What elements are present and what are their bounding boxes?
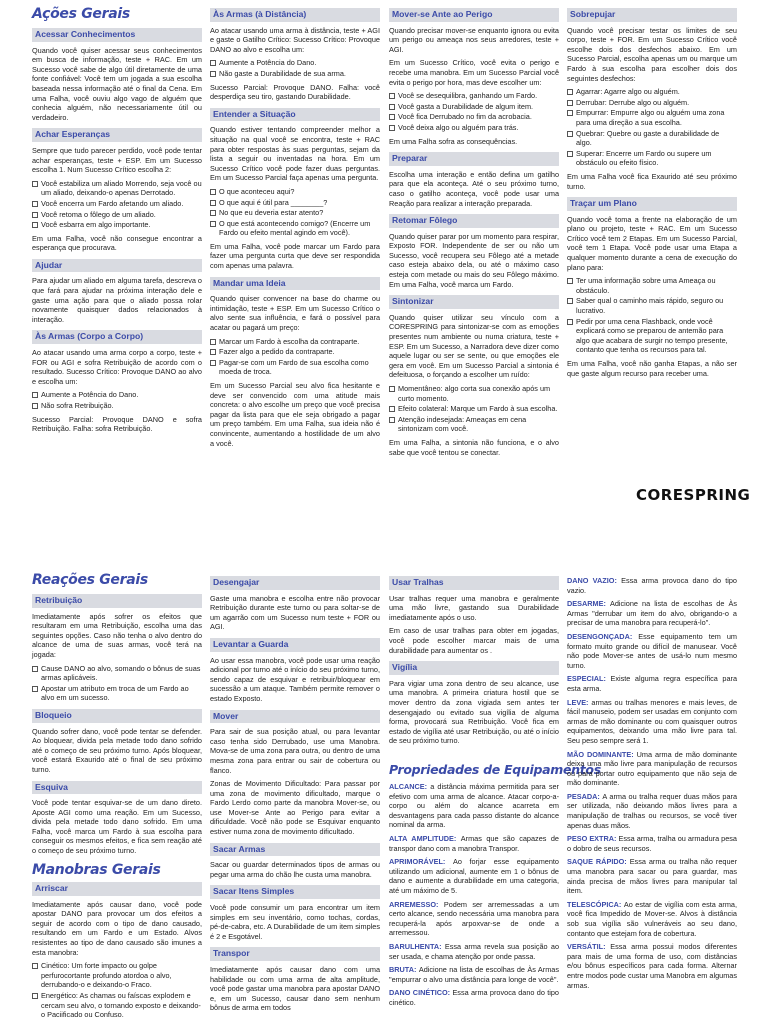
property-entry (567, 674, 737, 693)
section-heading: Levantar a Guarda (210, 638, 380, 652)
list-item: Não sofra Retribuição. (32, 401, 202, 411)
property-entry (567, 576, 737, 595)
property-desc: armas ou tralhas menores e mais leves, de fácil manuseio, podem ser usadas em conjunto com armas de mão dominante ou com quaisquer outros equipamentos, deixando uma mão livre para tal. Seu peso sempre será 1. (567, 697, 738, 745)
property-desc: Ao forjar esse equipamento utilizando um adicional, aumente em 1 o bônus de dano e aumente a durabilidade em uma categoria, até um máximo de 5. (389, 857, 559, 895)
property-term: MÃO DOMINANTE: (567, 749, 637, 759)
section-heading: Esquiva (32, 781, 202, 795)
list-item: Você estabiliza um aliado Morrendo, seja você ou um aliado, deixando-o apenas Derrotado. (32, 179, 202, 198)
option-list (32, 179, 202, 230)
option-list (389, 384, 559, 434)
section-heading: Vigília (389, 661, 559, 675)
column-3a (389, 576, 559, 750)
paragraph: Ao atacar usando uma arma à distância, teste + AGI e gaste o Gatilho Crítico: Sucesso Crítico: Provoque DANO ao alvo e escolha um: (210, 25, 380, 54)
property-term: APRIMORÁVEL: (389, 857, 453, 867)
list-item: Cinético: Um forte impacto ou golpe perfurocortante profundo atordoa o alvo, derrubando-o e deixando-o Fraco. (32, 961, 202, 990)
list-item: Energético: As chamas ou faíscas explodem e cercam seu alvo, o tornando exposto e deixando-o Paciificado ou Confuso. (32, 991, 202, 1020)
property-entry (389, 988, 559, 1007)
list-item: Aumente a Potência do Dano. (210, 58, 380, 68)
list-item: Atenção indesejada: Ameaças em cena sintonizam com você. (389, 415, 559, 434)
property-entry (567, 792, 737, 830)
section-heading: Ajudar (32, 259, 202, 273)
section-heading: Transpor (210, 947, 380, 961)
section-title-manobras: Manobras Gerais (32, 862, 161, 878)
section-heading: Às Armas (Corpo a Corpo) (32, 330, 202, 344)
option-list (32, 664, 202, 703)
property-entry (567, 900, 737, 938)
list-item: Momentâneo: algo corta sua conexão após um curto momento. (389, 384, 559, 403)
property-desc: Esse equipamento tem um formato muito grande ou difícil de manusear. Você não pode Mover-se antes de usá-lo num mesmo turno. (567, 631, 738, 670)
section-heading: Às Armas (à Distância) (210, 8, 380, 22)
property-term: DANO CINÉTICO: (389, 988, 453, 998)
section-heading: Bloqueio (32, 709, 202, 723)
paragraph: Gaste uma manobra e escolha entre não provocar Retribuição durante este turno ou para soltar-se de um agarrão com um Sucesso num teste + FOR ou AGI. (210, 593, 380, 632)
property-term: DESENGONÇADA: (567, 631, 639, 641)
property-term: PESADA: (567, 791, 603, 801)
list-item: Você se desequilibra, ganhando um Fardo. (389, 91, 559, 101)
list-item: Você encerra um Fardo afetando um aliado. (32, 199, 202, 209)
paragraph: Em uma Falha você fica Exaurido até seu próximo turno. (567, 171, 737, 191)
property-term: BRUTA: (389, 965, 419, 975)
paragraph: Para vigiar uma zona dentro de seu alcance, use uma manobra. A primeira criatura hostil que se mover dentro da zona vigiada sem antes ter desengajado ou evitado sua vigília de alguma forma, provocará sua Retribuição. Você fica em estado de vigília até usar Retribuição, ou até o início de seu próximo turno. (389, 678, 559, 746)
option-list (210, 187, 380, 238)
paragraph: Quando quiser parar por um momento para respirar, Exposto FOR. Independente de ser ou não um Sucesso, você recupera seu Fôlego até a metade caso esteja abaixo dela, ou até o máximo caso esteja com metade ou mais do seu Fôlego máximo. Em uma Falha, você marca um Fardo. (389, 231, 559, 289)
property-desc: Essa arma, tralha ou armadura pesa o dobro de seus recursos. (567, 834, 737, 853)
option-list (32, 390, 202, 410)
property-desc: Essa arma revela sua posição ao ser usada, e chama atenção por onde passa. (389, 941, 559, 961)
property-term: PESO EXTRA: (567, 834, 619, 844)
paragraph: Quando estiver tentando compreender melhor a situação na qual você se encontra, teste + RAC para obter respostas às suas perguntas, sejam da lista a seguir ou inventadas na hora. Em um Sucesso Crítico você pode fazer duas perguntas. Em um Sucesso Parcial faça apenas uma pergunta. (210, 125, 380, 183)
property-entry (567, 698, 737, 746)
property-term: VERSÁTIL: (567, 942, 611, 952)
property-desc: Essa arma provoca dano do tipo cinético. (389, 988, 559, 1007)
list-item: Cause DANO ao alvo, somando o bônus de suas armas aplicáveis. (32, 664, 202, 683)
property-desc: a distância máxima permitida para ser efetivo com uma arma de alcance. Atacar corpo-a-corpo ou além do alcance acarreta em desvantagens para cada passo distante do alcance nominal da arma. (389, 782, 559, 830)
property-term: ALCANCE: (389, 782, 431, 791)
paragraph: Em um Sucesso Crítico, você evita o perigo e recebe uma manobra. Em um Sucesso Parcial você evita o perigo por hora, mas deve escolher um: (389, 58, 559, 87)
section-heading: Traçar um Plano (567, 197, 737, 211)
list-item: No que eu deveria estar atento? (210, 208, 380, 218)
list-item: Você esbarra em algo importante. (32, 220, 202, 230)
paragraph: Sucesso Parcial: Provoque DANO. Falha: você desperdiça seu tiro, gastando Durabilidade. (210, 82, 380, 102)
property-term: ESPECIAL: (567, 674, 611, 684)
section-heading: Mover-se Ante ao Perigo (389, 8, 559, 22)
list-item: Apostar um atributo em troca de um Fardo ao alvo em um sucesso. (32, 684, 202, 703)
paragraph: Quando você toma a frente na elaboração de um plano ou projeto, teste + RAC. Em um Sucesso Crítico você tem 2 Etapas. Em um Sucesso Parcial, você tem 1 Etapa. Você pode usar uma Etapa a qualquer momento durante a cena de execução do plano para: (567, 214, 737, 272)
paragraph: Quando quiser utilizar seu vínculo com a CORESPRING para sintonizar-se com as emoções presentes num ambiente ou numa criatura, teste + ESP. Em um Sucesso, a Narradora deve dizer como aquele lugar ou ser se sente, ou que emoções ele gera em você. Em um Sucesso Parcial a sintonia é defeituosa, o forçando a escolher um ruído: (389, 312, 559, 380)
paragraph: Usar tralhas requer uma manobra e geralmente uma mão livre, gastando sua Durabilidade imediatamente após o uso. (389, 593, 559, 622)
paragraph: Em uma Falha, você não consegue encontrar a esperança que procurava. (32, 233, 202, 253)
property-desc: A arma ou tralha requer duas mãos para ser utilizada, não deixando mãos livres para a manipulação de tralhas ou recursos, se você tiver apenas duas mãos. (567, 791, 737, 830)
property-term: BARULHENTA: (389, 941, 445, 951)
section-heading: Sobrepujar (567, 8, 737, 22)
list-item: Superar: Encerre um Fardo ou supere um obstáculo ou efeito físico. (567, 149, 737, 168)
property-desc: Podem ser arremessadas a um certo alcance, sendo necessária uma manobra para recuperá-la após arpoxvar-se de onde a arremessou. (389, 899, 559, 938)
paragraph: Zonas de Movimento Dificultado: Para passar por uma zona de movimento dificultado, marque o Fardo Lerdo como parte da manobra Mover-se, ou use Mover-se Ante ao Perigo para evitar a dificuldade. Você não pode se Esquivar enquanto estiver numa zona de movimento dificultado. (210, 779, 380, 837)
option-list (567, 276, 737, 355)
paragraph: Em uma Falha, você pode marcar um Fardo para fazer uma pergunta curta que deve ser respondida com apenas uma palavra. (210, 241, 380, 271)
column-3b (389, 782, 559, 1011)
property-term: LEVE: (567, 697, 592, 707)
property-desc: Ao estar de vigília com esta arma, você fica Impedido de Mover-se. Alvos à distância sob sua vigília são vulneráveis ao seu dano, contanto que estejam fora de cobertura. (567, 899, 737, 938)
list-item: Saber qual o caminho mais rápido, seguro ou lucrativo. (567, 296, 737, 315)
paragraph: Você pode tentar esquivar-se de um dano direto. Aposte AGI como uma reação. Em um Sucesso, divida pela metade todo dano sofrido. Em uma Falha, você marca um Fardo à sua escolha para conseguir os mesmos efeitos, e fica sem reação até o começo de seu próximo turno. (32, 798, 202, 856)
paragraph: Em um Sucesso Parcial seu alvo fica hesitante e deve ser convencido com uma atitude mais concreta: o alvo escolhe um preço que você precisa pagar da lista para que ele seja obrigado a pagar um preço também. Em uma Falha, sua ideia não é convincente, aumentando a hostilidade de um alvo a você. (210, 381, 380, 448)
paragraph: Sucesso Parcial: Provoque DANO e sofra Retribuição. Falha: sofra Retribuição. (32, 414, 202, 434)
column-4 (567, 8, 737, 382)
section-heading: Preparar (389, 152, 559, 166)
paragraph: Escolha uma interação e então defina um gatilho para que ela aconteça. Até o seu próximo turno, caso o gatilho aconteça, você pode usar uma Reação para realizar a interação preparada. (389, 169, 559, 208)
list-item: Você deixa algo ou alguém para trás. (389, 123, 559, 133)
list-item: Quebrar: Quebre ou gaste a durabilidade de algo. (567, 129, 737, 148)
list-item: Derrubar: Derrube algo ou alguém. (567, 98, 737, 108)
list-item: Fazer algo a pedido da contraparte. (210, 347, 380, 357)
column-1a (32, 594, 202, 860)
property-entry (567, 834, 737, 853)
list-item: O que está acontecendo comigo? (Encerre um Fardo ou efeito mental agindo em você). (210, 219, 380, 238)
property-entry (389, 857, 559, 895)
section-heading: Achar Esperanças (32, 128, 202, 142)
list-item: Você gasta a Durabilidade de algum item. (389, 102, 559, 112)
property-term: SAQUE RÁPIDO: (567, 857, 630, 867)
option-list (210, 58, 380, 78)
property-entry (389, 834, 559, 853)
paragraph: Quando você quiser acessar seus conhecimentos em busca de informação, teste + RAC. Em um Sucesso você sabe de algo útil diretamente de uma fonte confiável: Você tem um jogada a sua escolha baseada nessa informação até o final da Cena. Em uma Falha, você ouviu algo vago de alguém que conhecia alguém, não necessariamente útil ou verdadeiro. (32, 45, 202, 122)
section-heading: Mover (210, 710, 380, 724)
list-item: Marcar um Fardo à escolha da contraparte. (210, 337, 380, 347)
column-2 (210, 576, 380, 1017)
section-heading: Sintonizar (389, 295, 559, 309)
paragraph: Sacar ou guardar determinados tipos de armas ou pegar uma arma do chão lhe custa uma manobra. (210, 860, 380, 879)
list-item: O que aqui é útil para ________? (210, 198, 380, 208)
property-term: ARREMESSO: (389, 899, 444, 909)
paragraph: Em uma Falha, você não ganha Etapas, a não ser que gaste algum recurso para receber uma. (567, 359, 737, 378)
property-entry (389, 782, 559, 830)
paragraph: Para sair de sua posição atual, ou para levantar caso tenha sido Derrubado, use uma Manobra. Mova-se de uma zona para outra, ou dentro de uma mesma zona para entrar ou sair de cobertura ou flanco. (210, 727, 380, 775)
column-1b (32, 882, 202, 1024)
section-heading: Usar Tralhas (389, 576, 559, 590)
property-term: DESARME: (567, 599, 610, 609)
section-heading: Retribuição (32, 594, 202, 608)
section-heading: Arriscar (32, 882, 202, 896)
paragraph: Ao atacar usando uma arma corpo a corpo, teste + FOR ou AGI e sofra Retribuição de acordo com o resultado. Sucesso Crítico: Provoque DANO ao alvo e escolha um: (32, 348, 202, 386)
property-entry (567, 632, 737, 670)
list-item: Você fica Derrubado no fim da acrobacia. (389, 112, 559, 122)
bottom-page (0, 570, 768, 1024)
property-entry (389, 942, 559, 961)
section-title-propriedades: Propriedades de Equipamentos (389, 762, 601, 777)
property-desc: Adicione na lista de escolhas de Às Armas "empurrar o alvo uma distância para longe de você". (389, 965, 559, 984)
property-desc: Uma arma de mão dominante deixa uma mão livre para manipulação de recursos ou para portar outro equipamento que não seja de mão dominante. (567, 749, 737, 788)
section-heading: Sacar Itens Simples (210, 885, 380, 899)
option-list (389, 91, 559, 132)
option-list (567, 87, 737, 168)
property-entry (389, 900, 559, 938)
section-heading: Mandar uma Ideia (210, 277, 380, 291)
column-1 (32, 28, 202, 438)
paragraph: Imediatamente após causar dano com uma habilidade ou com uma arma de alta amplitude, você pode gastar uma manobra para apostar DANO e, em um Sucesso, causar dano sem nenhum bônus de arma em todos (210, 965, 380, 1013)
list-item: Pagar-se com um Fardo de sua escolha como moeda de troca. (210, 358, 380, 377)
property-term: TELESCÓPICA: (567, 899, 624, 909)
section-title-reacoes: Reações Gerais (32, 572, 148, 588)
property-entry (389, 965, 559, 984)
list-item: Agarrar: Agarre algo ou alguém. (567, 87, 737, 97)
paragraph: Em uma Falha, a sintonia não funciona, e o alvo sabe que você tentou se conectar. (389, 437, 559, 457)
section-heading: Desengajar (210, 576, 380, 590)
paragraph: Quando sofrer dano, você pode tentar se defender. Ao bloquear, divida pela metade todo dano sofrido até o começo de seu próximo turno. Após bloquear, você estará Exaurido até o final de seu próximo turno. (32, 726, 202, 774)
paragraph: Em uma Falha sofra as consequências. (389, 136, 518, 146)
column-2 (210, 8, 380, 452)
property-desc: Essa arma provoca dano do tipo vazio. (567, 576, 737, 595)
paragraph: Imediatamente após causar dano, você pode apostar DANO para provocar um dos efeitos a seguir de acordo com o tipo de dano causado, resultando em um Fardo e um Estado. Alvos resistentes ao tipo de dano causado são imunes a esta manobra: (32, 899, 202, 957)
paragraph: Quando você precisar testar os limites de seu corpo, teste + FOR. Em um Sucesso Crítico você escolhe dois dos desfechos abaixo. Em um Sucesso Parcial, escolha apenas um ou marque um Fardo à sua escolha para escolher dois dos seguintes desfechos: (567, 25, 737, 83)
paragraph: Imediatamente após sofrer os efeitos que resultaram em uma Retribuição, escolha uma das seguintes opções. Caso não tenha o alvo dentro do alcance de uma de suas armas, você terá na jogada: (32, 611, 202, 659)
property-desc: Essa arma ou tralha não requer uma manobra para sacar ou para guardar, mas ainda precisa de mãos livres para manipular tal item. (567, 857, 737, 896)
paragraph: Quando precisar mover-se enquanto ignora ou evita um perigo ou ameaça nos seus arredores, teste + AGI. (389, 25, 559, 54)
list-item: Efeito colateral: Marque um Fardo à sua escolha. (389, 404, 559, 414)
list-item: Aumente a Potência do Dano. (32, 390, 202, 400)
list-item: Não gaste a Durabilidade de sua arma. (210, 69, 380, 79)
property-entry (567, 942, 737, 990)
paragraph: Sempre que tudo parecer perdido, você pode tentar achar esperanças, teste + ESP. Em um Sucesso escolha 1. Num Sucesso Crítico escolha 2: (32, 145, 202, 175)
section-heading: Entender a Situação (210, 108, 380, 122)
column-4 (567, 576, 737, 994)
section-heading: Retomar Fôlego (389, 214, 559, 228)
paragraph: Em caso de usar tralhas para obter em jogadas, você pode escolher marcar mais de uma durabilidade para aumentar os . (389, 626, 559, 655)
property-desc: Existe alguma regra específica para esta arma. (567, 674, 738, 693)
property-entry (567, 599, 737, 628)
paragraph: Ao usar essa manobra, você pode usar uma reação adicional por turno até o início do seu próximo turno, sendo capaz de esquivar e retribuir/bloquear em sucessão a um ataque. Também permite remover o estado Exposto. (210, 655, 380, 703)
property-term: DANO VAZIO: (567, 576, 622, 585)
list-item: Empurrar: Empurre algo ou alguém uma zona para uma direção a sua escolha. (567, 108, 737, 127)
list-item: Ter uma informação sobre uma Ameaça ou obstáculo. (567, 276, 737, 295)
paragraph: Quando quiser convencer na base do charme ou intimidação, teste + ESP. Em um Sucesso Crítico o alvo sente sua influência, e fará o possível para acatar ou pagará um preço: (210, 294, 380, 333)
page-title: Ações Gerais (32, 6, 130, 22)
property-desc: Essa arma possui modos diferentes para mais de uma forma de uso, com distâncias e/ou bônus específicos para cada forma. Alternar entre modos pode custar uma Manobra em algumas armas. (567, 942, 737, 990)
property-entry (567, 750, 737, 788)
section-heading: Acessar Conhecimentos (32, 28, 202, 42)
list-item: Pedir por uma cena Flashback, onde você explicará como se preparou de antemão para algo que acabara de surgir no tempo presente, contanto que tenha os recursos para tal. (567, 317, 737, 355)
paragraph: Para ajudar um aliado em alguma tarefa, descreva o que fará para ajudar na próxima interação dele e gaste uma ação para que o aliado possa rolar novamente quaisquer dados relacionados à interação. (32, 276, 202, 324)
column-3 (389, 8, 559, 461)
list-item: O que aconteceu aqui? (210, 187, 380, 197)
list-item: Você retoma o fôlego de um aliado. (32, 210, 202, 220)
paragraph: Você pode consumir um para encontrar um item simples em seu inventário, como tochas, cordas, pé-de-cabra, etc. A Durabilidade de um item simples é 2 e Esgotável. (210, 903, 380, 941)
property-desc: Armas que são capazes de transpor dano com a manobra Transpor. (389, 833, 559, 853)
corespring-logo: CORESPRING (636, 486, 751, 504)
property-entry (567, 857, 737, 895)
option-list (210, 337, 380, 377)
property-term: ALTA AMPLITUDE: (389, 833, 461, 843)
property-desc: Adicione na lista de escolhas de Às Armas "derrubar um item do alvo, obrigando-o a precisar de uma manobra para recuperá-lo". (567, 599, 737, 628)
section-heading: Sacar Armas (210, 843, 380, 857)
option-list (32, 961, 202, 1020)
